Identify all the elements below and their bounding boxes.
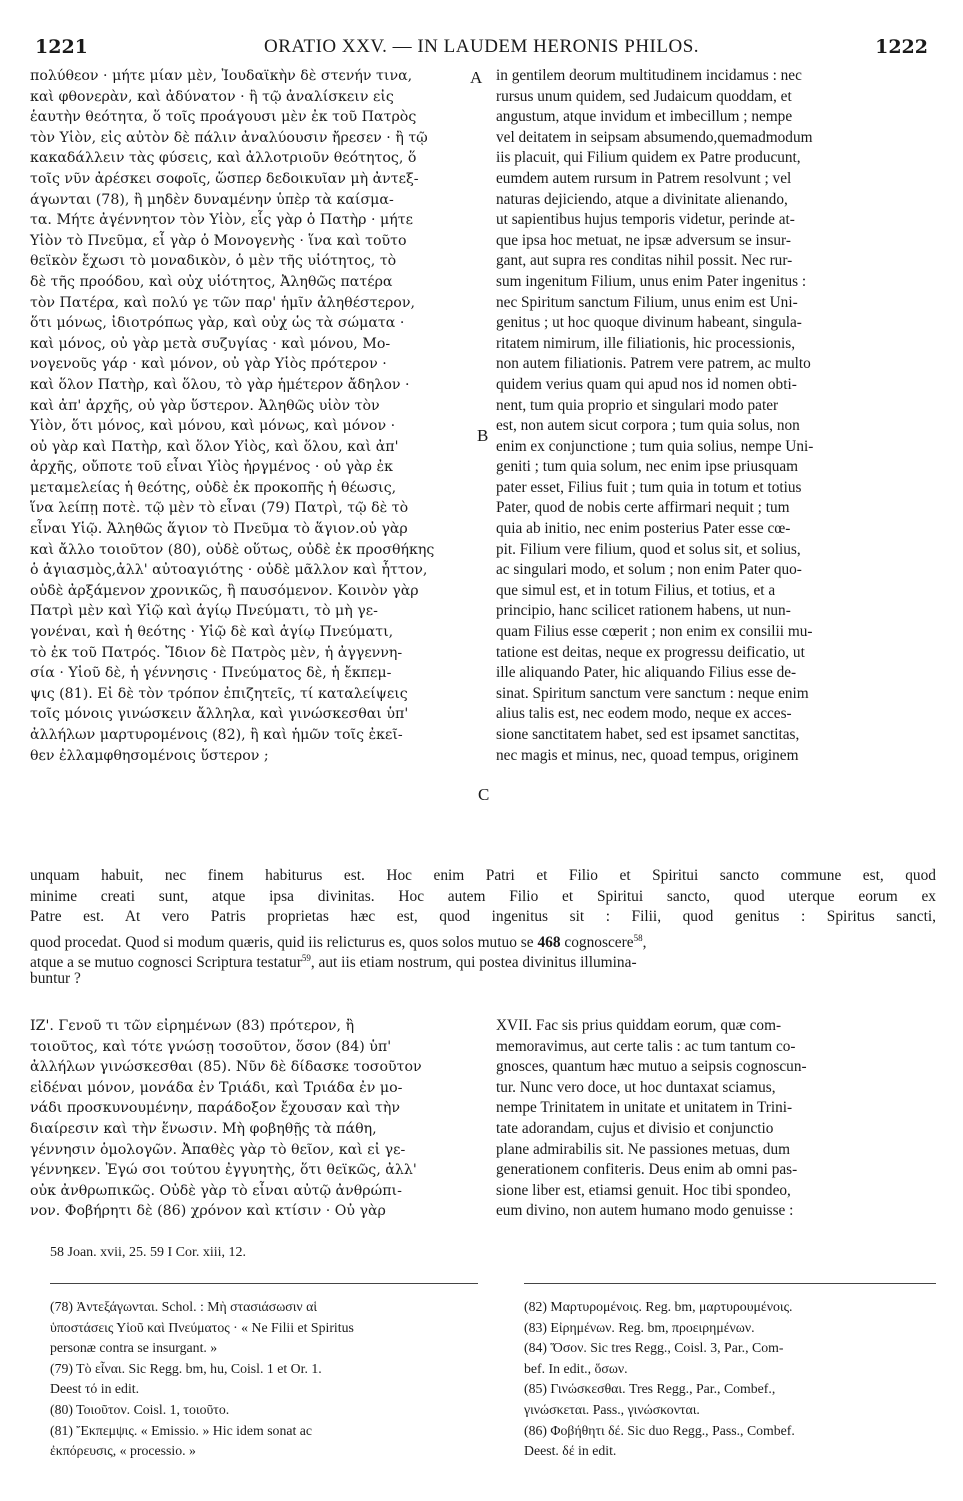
text-line: ἵνα λείπῃ ποτὲ. τῷ μὲν τὸ εἶναι (79) Πατρὶ, τῷ δὲ τὸ	[30, 500, 409, 517]
text-line: ἐκπόρευσις, « processio. »	[50, 1443, 196, 1459]
text-line: ritatem nimirum, ille filiationis, hic processionis,	[496, 334, 796, 352]
latin-column-bottom	[496, 1016, 936, 1222]
text-line: genitus ; ut hoc quoque divinum habeant, singula-	[496, 314, 802, 332]
text-line: sum ingenitum Filium, unus enim Pater ingenitus :	[496, 272, 807, 290]
text-line: Deest. δέ in edit.	[524, 1443, 617, 1459]
text-line: γινώσκεται. Pass., γινώσκονται.	[524, 1401, 700, 1417]
text-line: Pater, quod de nobis certe affirmari nequit ; tum	[496, 499, 790, 517]
text-line: geniti ; tum quia solum, nec enim ipse priusquam	[496, 458, 799, 476]
margin-marker-b: B	[477, 426, 489, 445]
text-line: γονέναι, καὶ ἡ θεότης · Υἱῷ δὲ καὶ ἁγίῳ Πνεύματι,	[30, 624, 394, 641]
text-line: (84) Ὅσον. Sic tres Regg., Coisl. 3, Par., Com-	[524, 1340, 784, 1356]
latin-full-width	[30, 866, 936, 990]
text-line: plane admirabilis sit. Ne passiones metuas, dum	[496, 1140, 790, 1158]
text-line: τοῖς νῦν ἀρέσκει σοφοῖς, ὥσπερ δεδοικυῖαν μὴ ἀντεξ-	[30, 170, 419, 187]
text-line: ille aliquando Pater, hic aliquando Filius esse de-	[496, 664, 797, 682]
text-line: (79) Τὸ εἶναι. Sic Regg. bm, hu, Coisl. 1 et Or. 1.	[50, 1360, 322, 1376]
text-line: ἀλλήλων μαρτυρομένοις (82), ἢ καὶ ἡμῶν τοῖς ἐκεῖ-	[30, 727, 403, 743]
divider	[524, 1283, 936, 1284]
text-line: ψις (81). Εἰ δὲ τὸν τρόπον ἐπιζητεῖς, τί καταλείψεις	[30, 685, 408, 702]
text-line: τὸν Πατέρα, καὶ πολύ γε τῶν παρ' ἡμῖν ἀληθέστερον,	[30, 294, 415, 311]
text-line: (86) Φοβήθητι δέ. Sic duo Regg., Pass., Combef.	[524, 1422, 795, 1438]
text-line: tur. Nunc vero doce, ut hoc duntaxat sciamus,	[496, 1078, 776, 1096]
text-line: καὶ ὅλον Πατὴρ, καὶ ὅλου, τὸ γὰρ ἡμέτερον ἄδηλον ·	[30, 376, 410, 393]
text-line: ὅτι μόνως, ἰδιοτρόπως γὰρ, καὶ οὐχ ὡς τὰ σώματα ·	[30, 315, 405, 332]
text-line: nempe Trinitatem in unitate et unitatem in Trini-	[496, 1099, 793, 1117]
text-line: τοῖς μόνοις γινώσκειν ἄλληλα, καὶ γινώσκεσθαι ὑπ'	[30, 706, 409, 723]
column-number: 468	[537, 933, 561, 951]
running-title: ORATIO XXV. — IN LAUDEM HERONIS PHILOS.	[263, 36, 700, 57]
text-line: personæ contra se insurgant. »	[50, 1340, 218, 1356]
text-line: XVII. Fac sis prius quiddam eorum, quæ com-	[496, 1017, 782, 1034]
text-line: iis placuit, qui Filium quidem ex Patre producunt,	[496, 149, 801, 167]
text-line: que ipsa hoc metuat, ne ipsæ adversum se insur-	[496, 231, 791, 249]
text-line: gant, aut supra res conditas nihil possit. Nec rur-	[496, 252, 793, 270]
critical-notes-right	[524, 1298, 936, 1463]
text-line: (82) Μαρτυρομένοις. Reg. bm, μαρτυρουμένοις.	[524, 1299, 793, 1314]
text-line: γέννησιν ὁμολογῶν. Ἀπαθὲς γὰρ τὸ θεῖον, καὶ εἰ γε-	[30, 1141, 406, 1158]
text-line: que simul est, et in totum Filius, et totius, et a	[496, 581, 776, 599]
greek-column-top	[30, 66, 492, 766]
text-line: ἀλλήλων γινώσκεσθαι (85). Νῦν δὲ δίδασκε τοσοῦτον	[30, 1059, 422, 1076]
text-line: (83) Εἰρημένων. Reg. bm, προειρημένων.	[524, 1319, 755, 1335]
text-line	[30, 948, 936, 972]
text-line: angustum, atque invidum et imbecillum ; nempe	[496, 108, 793, 126]
text-line: sinat. Spiritum sanctum vere sanctum : neque enim	[496, 684, 809, 702]
footnote-ref: 59	[301, 953, 311, 964]
text-line: τοιοῦτος, καὶ τότε γνώσῃ τοσοῦτον, ὅσον (84) ὑπ'	[30, 1038, 392, 1055]
text-line: quidem verius quam qui apud nos id nomen obti-	[496, 375, 797, 393]
divider	[50, 1283, 478, 1284]
text-line: (85) Γινώσκεσθαι. Tres Regg., Par., Combef.,	[524, 1381, 776, 1397]
text-segment: quod procedat. Quod si modum quæris, quid iis relicturus es, quos solos mutuo se	[30, 933, 538, 951]
text-line: νογενοῦς γάρ · καὶ μόνον, οὐ γὰρ Υἱὸς πρότερον ·	[30, 356, 387, 373]
page-number-left: 1221	[35, 36, 88, 58]
text-line: διαίρεσιν καὶ τὴν ἕνωσιν. Μὴ φοβηθῇς τὰ πάθη,	[30, 1120, 377, 1137]
text-line: καὶ ἀπ' ἀρχῆς, οὐ γὰρ ὕστερον. Ἀληθῶς υἱὸν τὸν	[30, 397, 380, 414]
text-line: ac singulari modo, et solum ; non enim Pater quo-	[496, 561, 802, 579]
text-line: alius talis est, nec eodem modo, neque ex acces-	[496, 705, 792, 723]
text-line: τὸ ἐκ τοῦ Πατρός. Ἴδιον δὲ Πατρὸς μὲν, ἡ ἀγγεννη-	[30, 644, 403, 661]
page-number-right: 1222	[875, 36, 928, 58]
text-line: eumdem autem rursum in Patrem resolvunt ; vel	[496, 169, 792, 187]
text-line: Patre est. At vero Patris proprietas hæc est, quod ingenitus sit : Filii, quod genitus : Spiritus sancti,	[30, 908, 936, 926]
text-line: θεν ἐλλαμφθησομένοις ὕστερον ;	[30, 747, 269, 764]
text-line: κακαδάλλειν τὰς φύσεις, καὶ ἀλλοτριοῦν θεότητος, ὅ	[30, 150, 417, 167]
text-line: ὑποστάσεις Υἱοῦ καὶ Πνεύματος · « Ne Filii et Spiritus	[50, 1319, 354, 1335]
text-line: ΙΖ'. Γενοῦ τι τῶν εἰρημένων (83) πρότερον, ἢ	[30, 1018, 355, 1034]
text-line: δὲ τῆς προόδου, καὶ οὐχ υἱότητος, Ἀληθῶς πατέρα	[30, 273, 393, 290]
text-line: nec magis et minus, nec, quoad tempus, originem	[496, 746, 799, 764]
text-line: sione sanctitatem habet, sed est ipsamet sanctitas,	[496, 726, 800, 743]
text-line: ὁ ἁγιασμὸς,ἀλλ' αὐτοαγιότης · οὐδὲ μᾶλλον καὶ ἧττον,	[30, 562, 428, 579]
text-line: pater esset, Filius fuit ; tum quia in totum et totius	[496, 478, 802, 496]
text-line: ἑαυτὴν θεότητα, ὅ τοῖς προάγουσι μὲν ἐκ τοῦ Πατρὸς	[30, 109, 417, 126]
text-line: πολύθεον · μήτε μίαν μὲν, Ἰουδαϊκὴν δὲ στενήν τινα,	[30, 68, 413, 84]
text-line: unquam habuit, nec finem habiturus est. Hoc enim Patri et Filio et Spiritui sancto commune est, quod	[30, 867, 936, 884]
greek-column-bottom	[30, 1016, 492, 1222]
margin-marker-c: C	[478, 785, 490, 804]
text-line: μεταμελείας ἡ θεότης, οὐδὲ ἐκ προκοπῆς ἡ θέωσις,	[30, 479, 397, 496]
text-segment: ,	[642, 933, 647, 951]
text-line: θεϊκὸν ἔχωσι τὸ μοναδικὸν, ὁ μὲν τῆς υἱότητος, τὸ	[30, 253, 397, 270]
text-line: (78) Ἀντεξάγωνται. Schol. : Μὴ στασιάσωσιν αἱ	[50, 1299, 318, 1314]
text-line: buntur ?	[30, 969, 81, 987]
text-line: καὶ μόνος, οὐ γὰρ μετὰ συζυγίας · καὶ μόνου, Μο-	[30, 335, 391, 352]
text-line: ἀρχῆς, οὔποτε τοῦ εἶναι Υἱὸς ἠργμένος · οὐ γὰρ ἐκ	[30, 459, 393, 476]
text-line: in gentilem deorum multitudinem incidamus : nec	[496, 67, 802, 84]
text-line: quia ab initio, nec enim posterius Pater esse cœ-	[496, 520, 791, 538]
text-line: enim ex conjunctione ; tum quia solius, nempe Uni-	[496, 437, 814, 455]
text-line: est, non autem sicut corpora ; tum quia solus, non	[496, 417, 800, 435]
text-line: εἶναι Υἱῷ. Ἀληθῶς ἅγιον τὸ Πνεῦμα τὸ ἅγιον.οὐ γὰρ	[30, 521, 408, 538]
text-line: οὐκ ἀνθρωπικῶς. Οὐδὲ γὰρ τὸ εἶναι αὐτῷ ἀνθρώπι-	[30, 1182, 402, 1199]
text-line: nent, tum quia proprio et singulari modo pater	[496, 396, 779, 414]
text-line: quam Filius esse cœperit ; non enim ex consilii mu-	[496, 623, 813, 641]
text-line: νον. Φοβήρητι δὲ (86) χρόνον καὶ κτίσιν · Οὐ γὰρ	[30, 1203, 386, 1220]
text-segment: cognoscere	[560, 933, 634, 951]
text-line: generationem confiteris. Deus enim ab omni pas-	[496, 1161, 798, 1179]
text-line: bef. In edit., ὅσων.	[524, 1360, 628, 1376]
text-line: άγωνται (78), ἢ μηδὲν δυναμένην ὑπὲρ τὰ καίσμα-	[30, 191, 394, 208]
text-line: vel deitatem in seipsam absumendo,quemadmodum	[496, 128, 813, 146]
text-line: nec Spiritum sanctum Filium, unus enim est Uni-	[496, 293, 798, 311]
text-line	[30, 928, 936, 949]
text-line: γέννηκεν. Ἐγώ σοι τούτου ἐγγυητὴς, ὅτι θεϊκῶς, ἀλλ'	[30, 1162, 417, 1179]
critical-notes-left	[50, 1298, 478, 1463]
text-line: gnosces, quantum hæc mutuo a seipsis cognoscun-	[496, 1058, 807, 1076]
footnote-ref: 58	[633, 932, 643, 943]
text-line: Υἱὸν, ὅτι μόνος, καὶ μόνου, καὶ μόνως, καὶ μόνον ·	[30, 418, 396, 435]
text-line: (81) Ἔκπεμψις. « Emissio. » Hic idem sonat ac	[50, 1422, 313, 1438]
text-line: naturas dejiciendo, atque a divinitate alienando,	[496, 190, 788, 208]
text-line: memoravimus, aut certe talis : ac tum tantum co-	[496, 1037, 796, 1055]
text-line: principio, hanc scilicet rationem habens, ut nun-	[496, 602, 791, 620]
text-line: tatione est deitas, neque ex progressu deificatio, ut	[496, 643, 805, 661]
running-header	[35, 36, 928, 62]
text-line: νάδι προσκυνουμένην, παράδοξον ἔχουσαν καὶ τὴν	[30, 1100, 401, 1117]
text-line: pit. Filium vere filium, quod et solus sit, et solius,	[496, 540, 801, 558]
text-line: eum divino, non autem humano modo genuisse :	[496, 1202, 794, 1220]
text-line: minime creati sunt, atque ipsa divinitas. Hoc autem Filio et Spiritui sancto, quod uterque eorum ex	[30, 887, 936, 905]
text-segment: , aut iis etiam nostrum, qui postea divinitus illumina-	[310, 954, 637, 972]
text-segment: atque a se mutuo cognosci Scriptura testatur	[30, 954, 302, 972]
text-line: Deest τό in edit.	[50, 1381, 140, 1397]
text-line: sione liber est, etiamsi genuit. Hoc tibi spondeo,	[496, 1181, 791, 1199]
text-line: οὐ γὰρ καὶ Πατὴρ, καὶ ὅλον Υἱὸς, καὶ ὅλου, καὶ ἀπ'	[30, 438, 399, 455]
text-line: ut sapientibus hujus temporis videtur, perinde at-	[496, 211, 795, 229]
text-line: (80) Τοιοῦτον. Coisl. 1, τοιοῦτο.	[50, 1401, 230, 1417]
scripture-footnotes: 58 Joan. xvii, 25. 59 I Cor. xiii, 12.	[50, 1245, 246, 1260]
text-line: οὐδὲ ἀρξάμενον χρονικῶς, ἢ παυσόμενον. Κοινὸν γὰρ	[30, 582, 419, 599]
text-line: εἰδέναι μόνον, μονάδα ἐν Τριάδι, καὶ Τριάδα ἐν μο-	[30, 1079, 403, 1096]
margin-marker-a: A	[470, 68, 483, 87]
text-line: Πατρὶ μὲν καὶ Υἱῷ καὶ ἁγίῳ Πνεύματι, τὸ μὴ γε-	[30, 603, 378, 620]
text-line: τὸν Υἱὸν, εἰς αὐτὸν δὲ πάλιν ἀναλύουσιν ἤρεσεν · ἢ τῷ	[30, 129, 428, 146]
text-line: καὶ φθονερὰν, καὶ ἀδύνατον · ἢ τῷ ἀναλίσκειν εἰς	[30, 88, 394, 105]
text-line: non autem filiationis. Patrem vere patrem, ac multo	[496, 355, 811, 373]
text-line: Υἱὸν τὸ Πνεῦμα, εἷ γὰρ ὁ Μονογενὴς · ἵνα καὶ τοῦτο	[30, 232, 407, 249]
text-line: rursus unum quidem, sed Judaicum quoddam, et	[496, 87, 792, 105]
text-line: τα. Μήτε ἀγέννητον τὸν Υἱὸν, εἷς γὰρ ὁ Πατὴρ · μήτε	[30, 212, 413, 229]
latin-column-top	[496, 66, 936, 766]
text-line: tate adorandam, cujus et divisio et conjunctio	[496, 1119, 774, 1137]
text-line: σία · Υἱοῦ δὲ, ἡ γέννησις · Πνεύματος δὲ, ἡ ἔκπεμ-	[30, 665, 392, 682]
text-line: καὶ ἄλλο τοιοῦτον (80), οὐδὲ οὕτως, οὐδὲ ἐκ προσθήκης	[30, 541, 435, 558]
